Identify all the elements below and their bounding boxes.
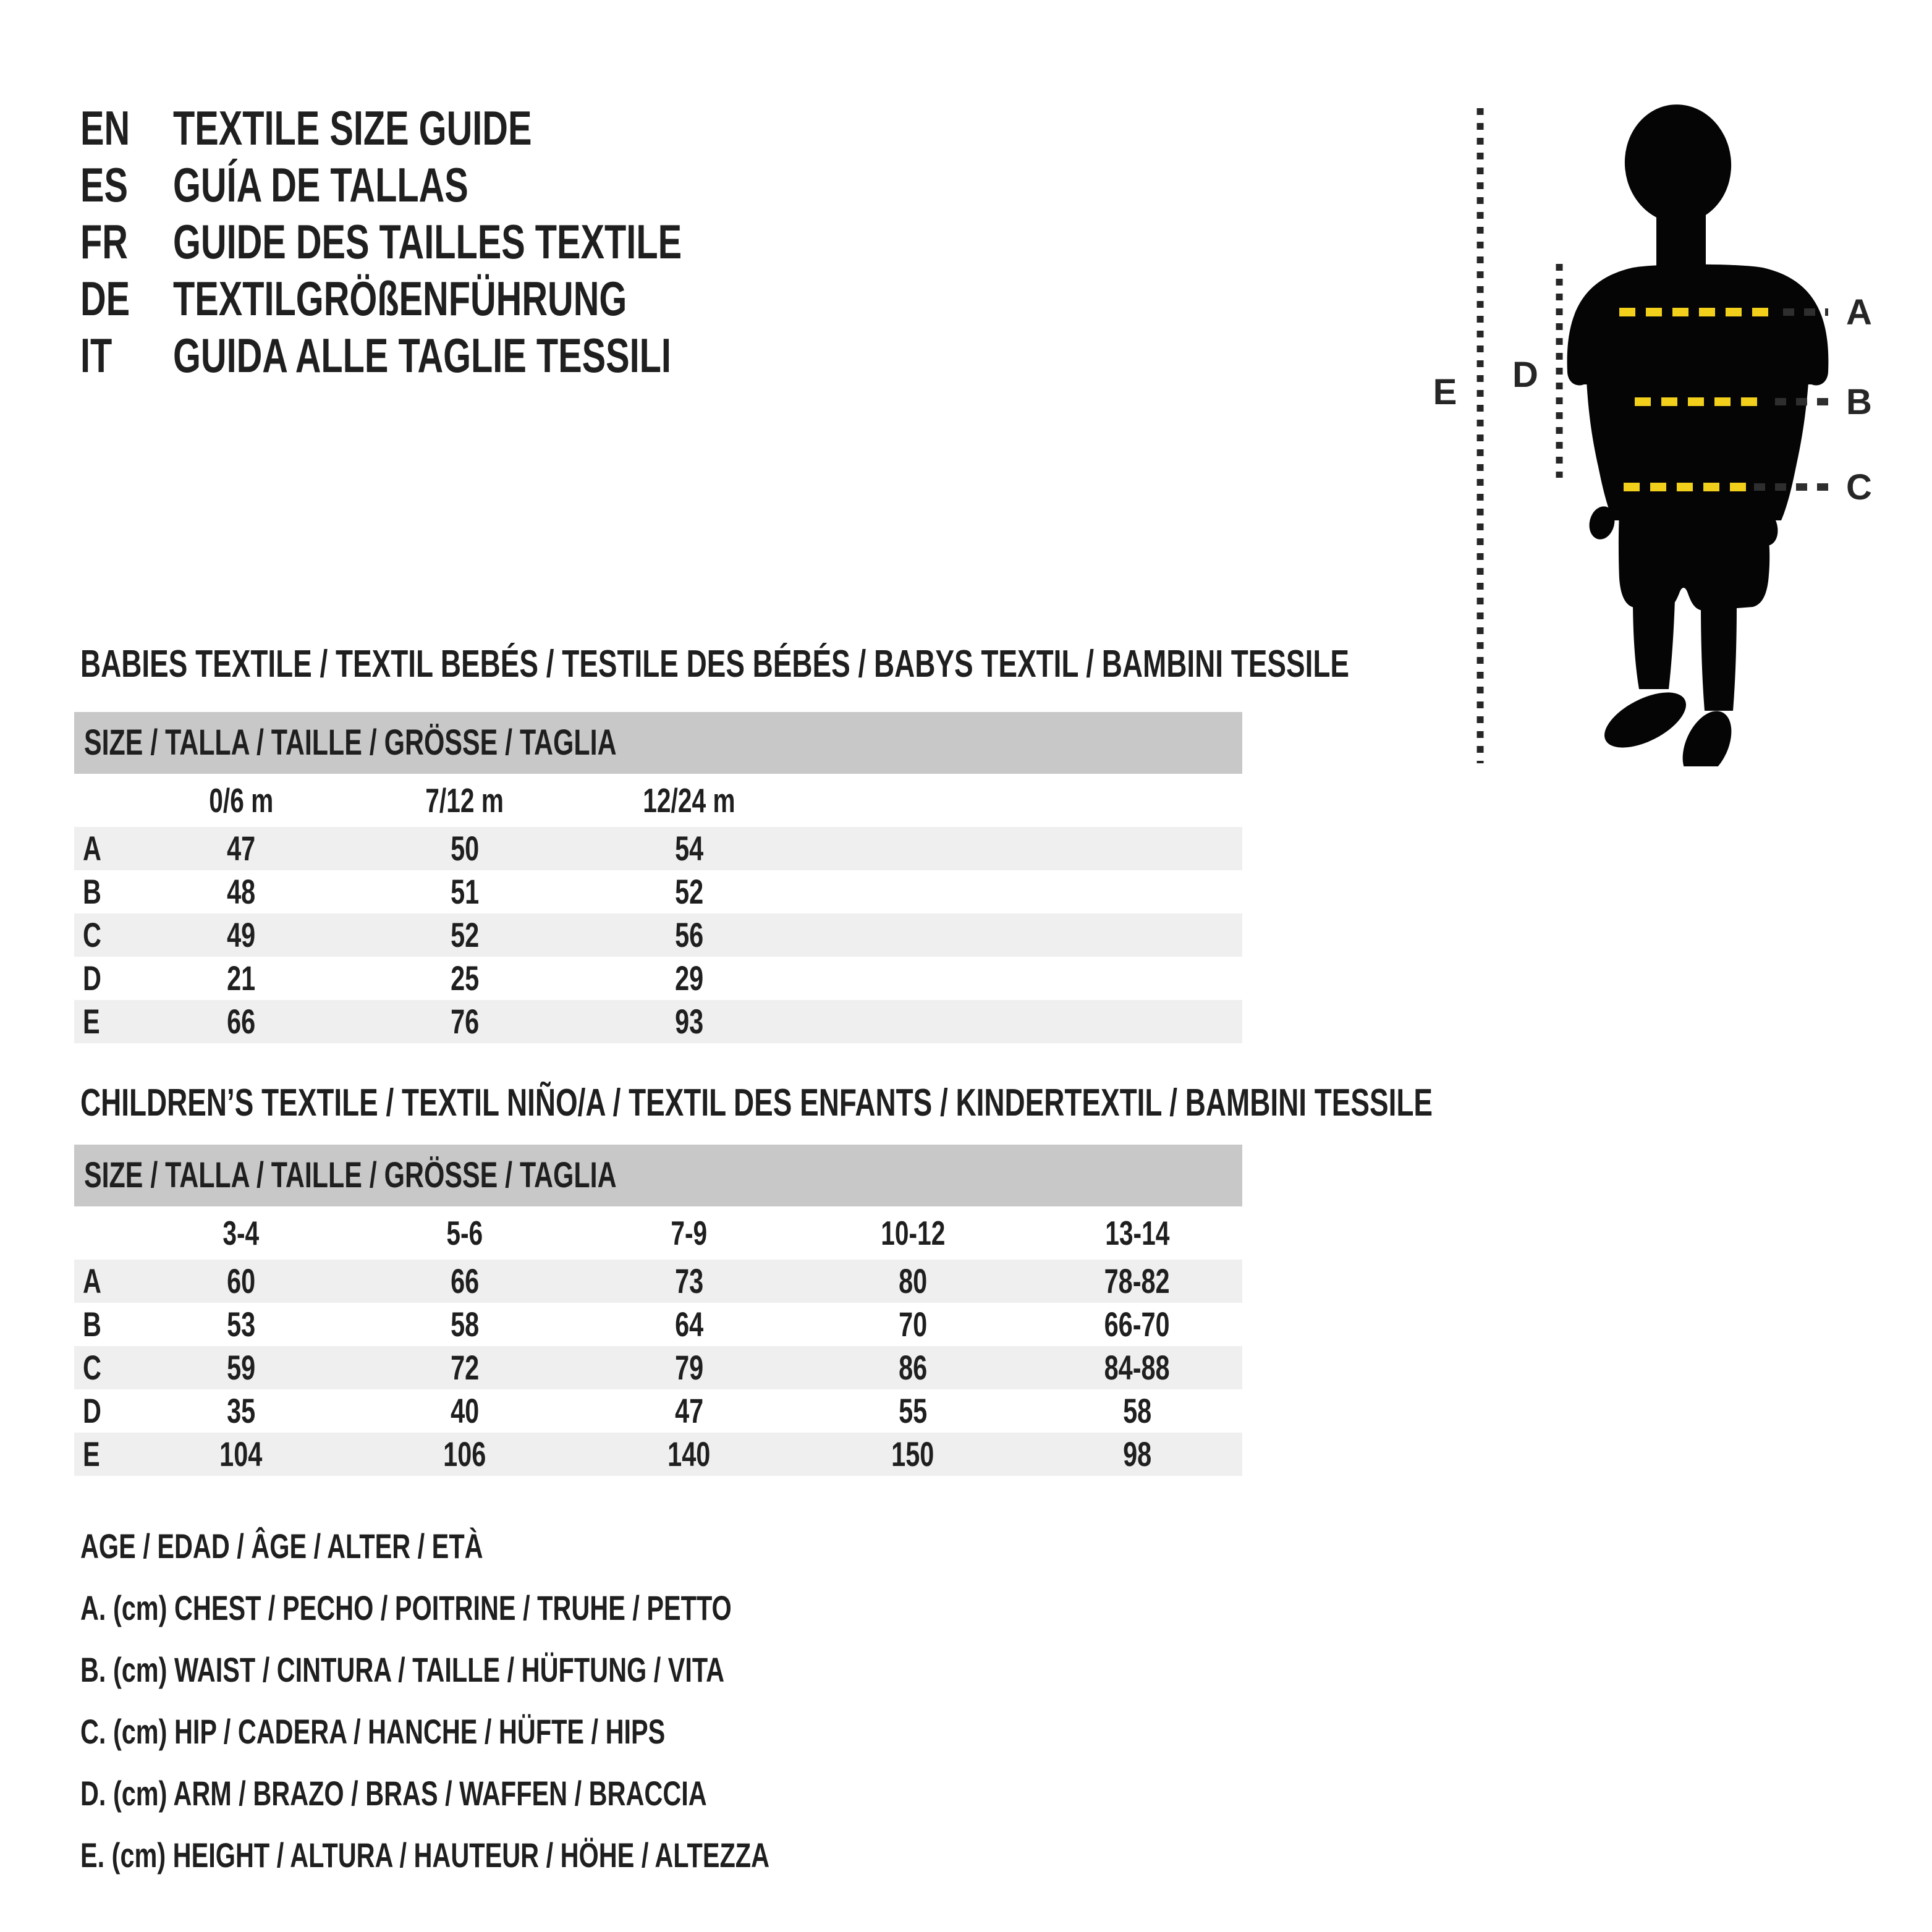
measure-label-arm-D: D [1512,355,1538,395]
language-title: GUIDA ALLE TAGLIE TESSILI [173,328,671,383]
size-cell: 93 [674,1002,704,1041]
row-label: D [83,1391,101,1430]
language-code: FR [80,214,128,269]
size-header-text: SIZE / TALLA / TAILLE / GRÖSSE / TAGLIA [84,722,617,763]
head-shape [1619,100,1737,229]
size-cell: 29 [674,959,704,998]
language-code: DE [80,271,130,326]
size-cell: 86 [898,1348,928,1387]
size-cell: 64 [674,1305,704,1344]
size-cell: 60 [226,1261,256,1300]
neck-shape [1656,210,1706,272]
size-cell: 66 [450,1261,480,1300]
babies-section-title [80,644,1795,685]
size-cell: 49 [226,915,256,954]
size-cell: 58 [450,1305,480,1344]
size-cell: 140 [667,1434,711,1473]
size-cell: 58 [1122,1391,1152,1430]
shorts-shape [1619,491,1769,611]
table-row [74,1000,1242,1043]
column-header: 10-12 [880,1214,946,1252]
measure-label-hip-C: C [1846,467,1872,507]
size-cell: 35 [226,1391,256,1430]
table-row [74,870,1242,913]
language-title: TEXTILGRÖßENFÜHRUNG [173,271,627,326]
size-cell: 51 [450,872,480,911]
size-cell: 54 [674,829,704,868]
table-row [74,1389,1242,1433]
children-section-title-text: CHILDREN’S TEXTILE / TEXTIL NIÑO/A / TEXTIL DES ENFANTS / KINDERTEXTIL / BAMBINI TESSILE [80,1082,1433,1124]
column-header: 7/12 m [425,781,504,820]
size-cell: 40 [450,1391,480,1430]
size-cell: 59 [226,1348,256,1387]
measure-label-height-E: E [1433,372,1457,412]
size-cell: 21 [226,959,256,998]
row-label: C [83,915,101,954]
column-header: 0/6 m [208,781,274,820]
size-header-text: SIZE / TALLA / TAILLE / GRÖSSE / TAGLIA [84,1155,617,1195]
children-size-header-bar [74,1145,1242,1206]
size-cell: 98 [1122,1434,1152,1473]
size-cell: 66-70 [1104,1305,1170,1344]
language-row [80,269,1316,328]
column-header: 5-6 [446,1214,483,1252]
legend-line: AGE / EDAD / ÂGE / ALTER / ETÀ [80,1527,483,1566]
size-cell: 56 [674,915,704,954]
size-cell: 79 [674,1348,704,1387]
language-row [80,99,1316,157]
row-label: B [83,872,101,911]
row-label: D [83,959,101,998]
size-cell: 47 [674,1391,704,1430]
column-header: 13-14 [1104,1214,1170,1252]
size-cell: 84-88 [1104,1348,1170,1387]
table-row [74,827,1242,870]
legend-line: C. (cm) HIP / CADERA / HANCHE / HÜFTE / HIPS [80,1712,666,1751]
legend-line: E. (cm) HEIGHT / ALTURA / HAUTEUR / HÖHE / ALTEZZA [80,1836,770,1875]
language-row [80,326,1316,384]
size-cell: 104 [219,1434,263,1473]
table-row [74,1346,1242,1389]
row-label: E [83,1434,100,1473]
size-cell: 48 [226,872,256,911]
size-cell: 53 [226,1305,256,1344]
size-cell: 72 [450,1348,480,1387]
size-cell: 47 [226,829,256,868]
size-cell: 106 [443,1434,486,1473]
table-row [74,1260,1242,1303]
language-code: IT [80,328,112,383]
children-section-title [80,1083,1908,1124]
size-cell: 50 [450,829,480,868]
legend-line: B. (cm) WAIST / CINTURA / TAILLE / HÜFTUNG / VITA [80,1650,725,1689]
size-cell: 78-82 [1104,1261,1170,1300]
row-label: A [83,1261,101,1300]
language-row [80,156,1316,214]
size-cell: 73 [674,1261,704,1300]
row-label: A [83,829,101,868]
babies-size-table [74,712,1242,1049]
babies-column-header-row [74,774,1242,827]
table-row [74,1303,1242,1346]
language-title: GUIDE DES TAILLES TEXTILE [173,214,682,269]
column-header: 3-4 [222,1214,260,1252]
table-row [74,957,1242,1000]
language-row [80,213,1316,271]
size-cell: 55 [898,1391,928,1430]
size-cell: 66 [226,1002,256,1041]
measure-label-chest-A: A [1846,292,1872,333]
children-size-table [74,1145,1242,1482]
size-cell: 52 [450,915,480,954]
measure-label-waist-B: B [1846,382,1872,422]
size-cell: 76 [450,1002,480,1041]
size-cell: 70 [898,1305,928,1344]
row-label: E [83,1002,100,1041]
table-row [74,913,1242,957]
language-code: ES [80,158,129,212]
size-cell: 25 [450,959,480,998]
table-row [74,1433,1242,1476]
language-code: EN [80,101,130,155]
children-column-header-row [74,1206,1242,1260]
column-header: 7-9 [671,1214,708,1252]
language-title: GUÍA DE TALLAS [173,158,468,212]
column-header: 12/24 m [643,781,735,820]
language-title: TEXTILE SIZE GUIDE [173,101,532,155]
size-cell: 80 [898,1261,928,1300]
row-label: B [83,1305,101,1344]
left-shoe-shape [1596,681,1694,759]
legend-line: A. (cm) CHEST / PECHO / POITRINE / TRUHE / PETTO [80,1588,732,1627]
row-label: C [83,1348,101,1387]
size-cell: 150 [891,1434,934,1473]
legend-line: D. (cm) ARM / BRAZO / BRAS / WAFFEN / BRACCIA [80,1774,707,1813]
babies-section-title-text: BABIES TEXTILE / TEXTIL BEBÉS / TESTILE DES BÉBÉS / BABYS TEXTIL / BAMBINI TESSILE [80,643,1349,685]
size-cell: 52 [674,872,704,911]
babies-size-header-bar [74,712,1242,774]
